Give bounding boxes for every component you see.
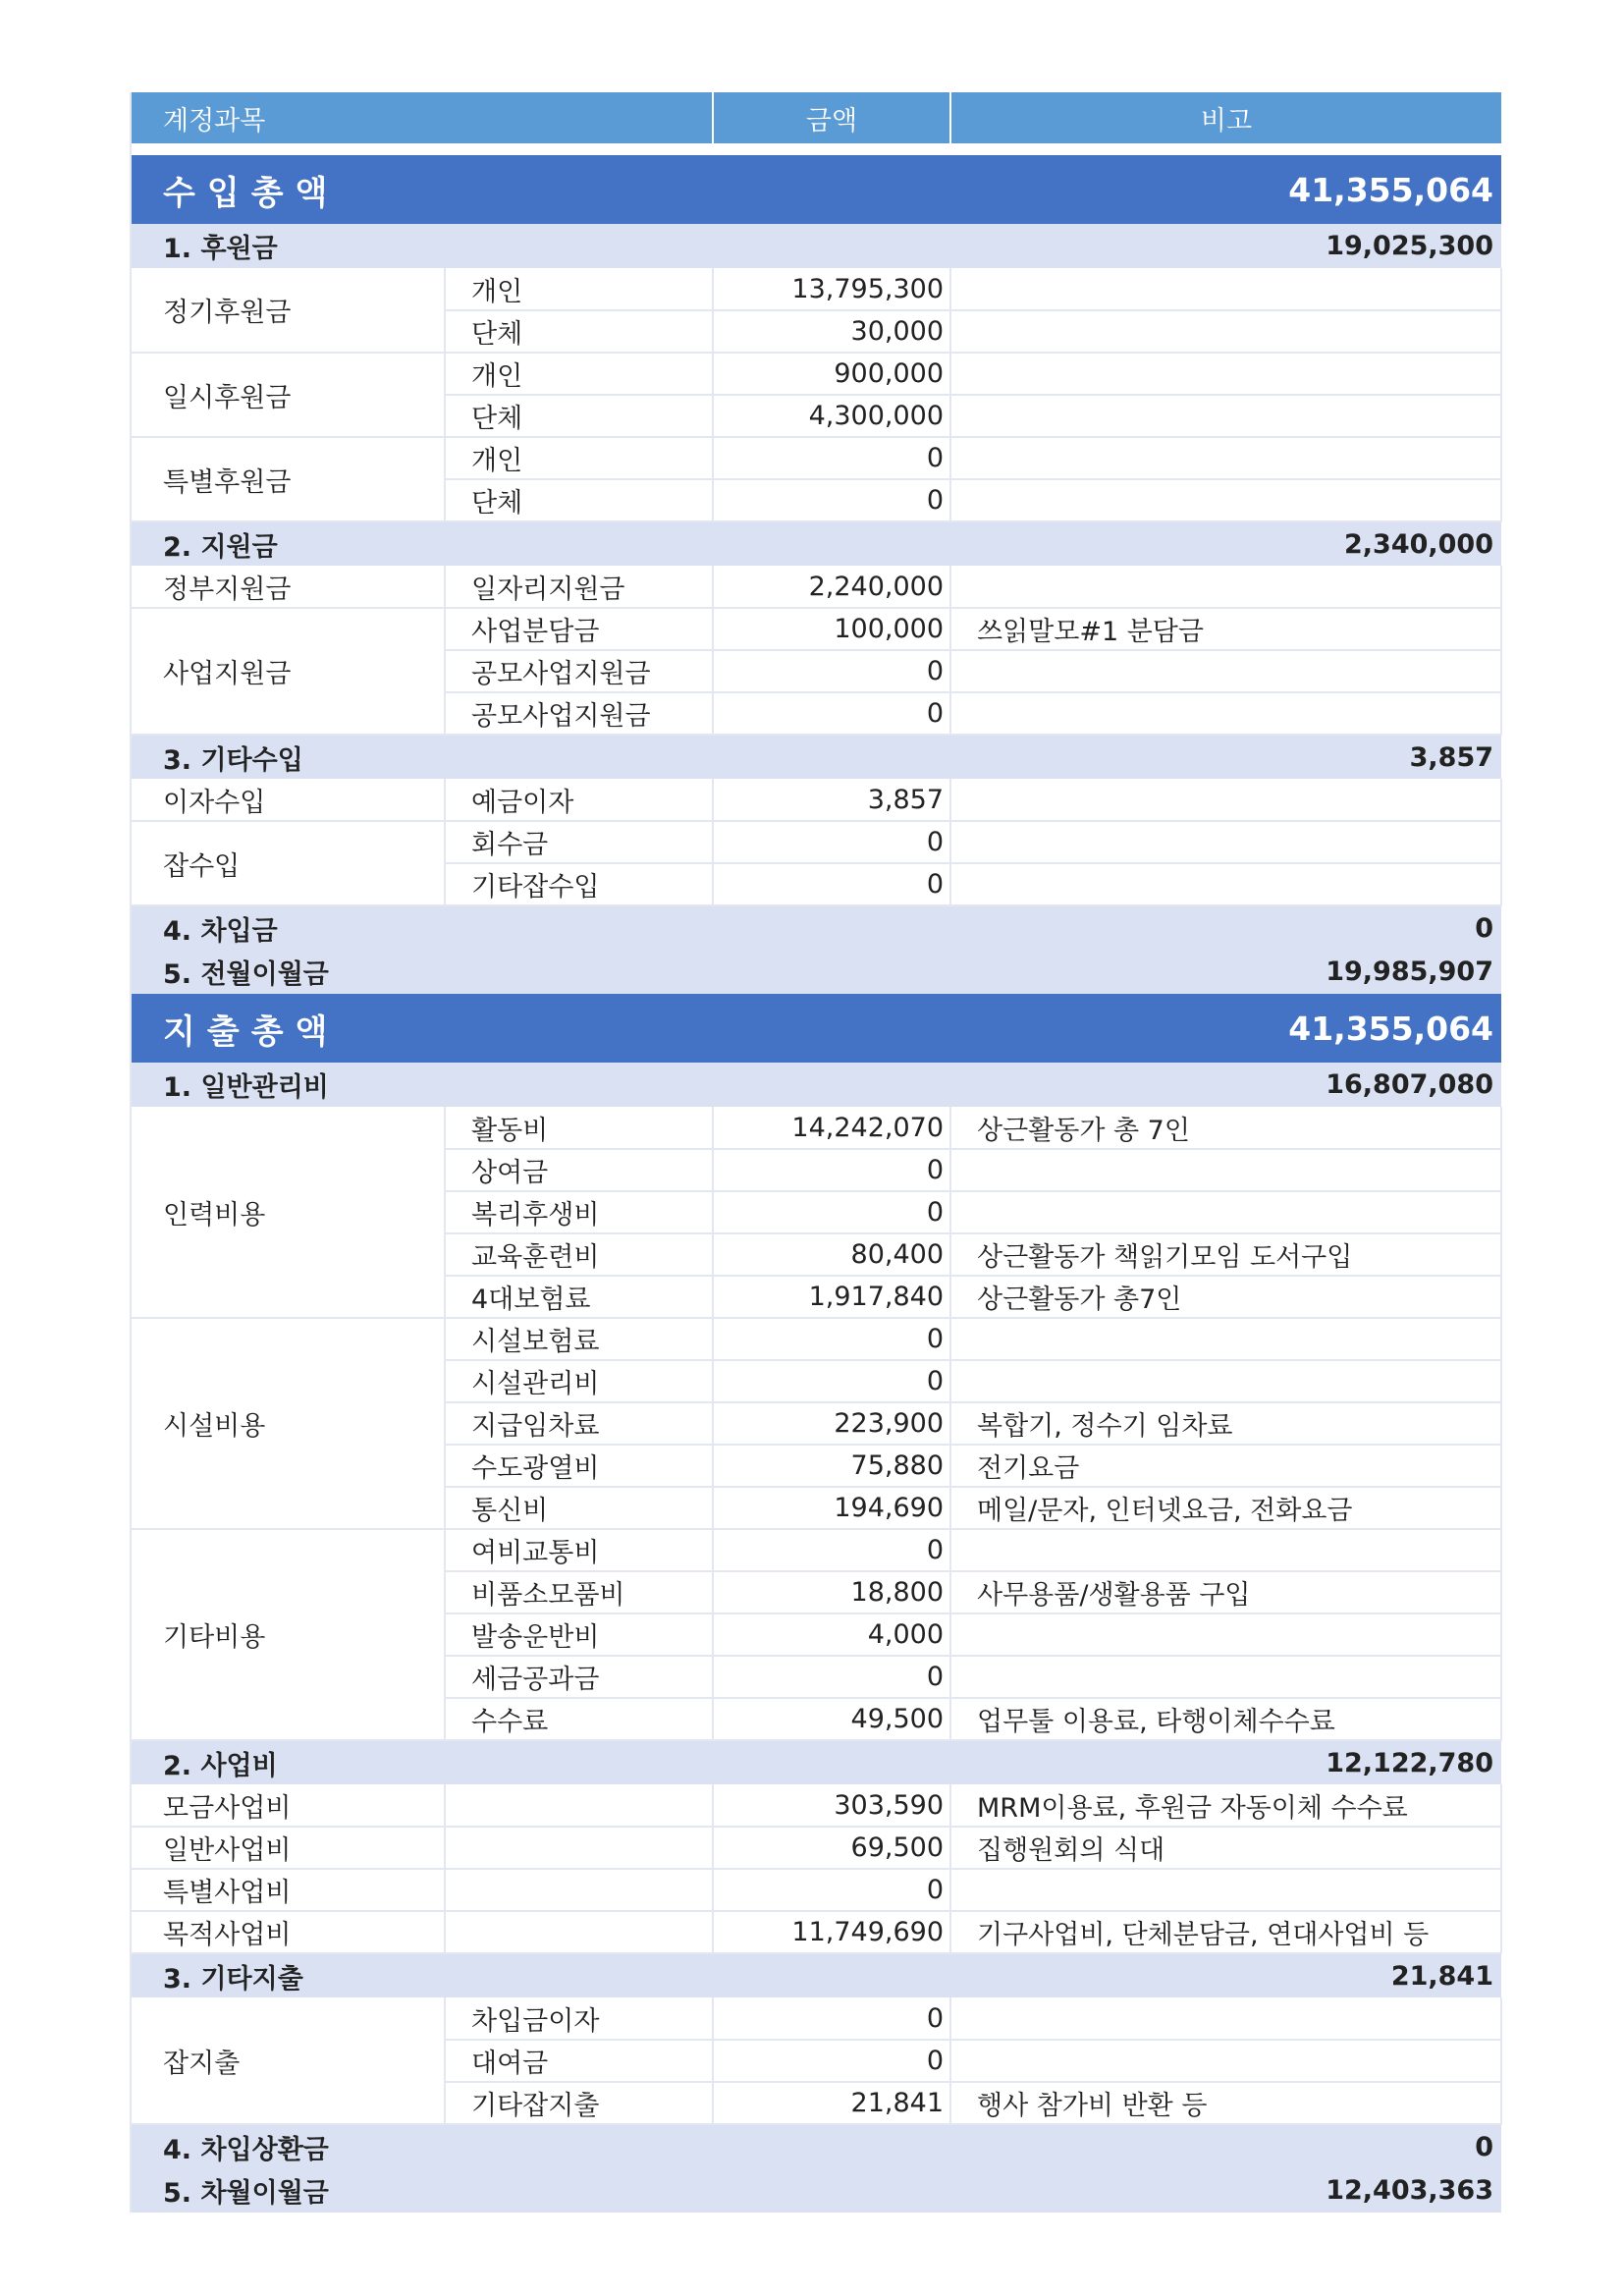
amount-value: 223,900 [713, 1402, 950, 1445]
category-label: 모금사업비 [131, 1784, 445, 1827]
income-total-row [131, 155, 1501, 224]
amount-value: 194,690 [713, 1487, 950, 1529]
amount-value: 0 [713, 1997, 950, 2040]
subcategory-label: 일자리지원금 [445, 566, 713, 608]
note-text [950, 1318, 1501, 1360]
section-title: 5. 전월이월금 [131, 950, 713, 994]
note-text: 상근활동가 책읽기모임 도서구입 [950, 1233, 1501, 1276]
table-row [131, 268, 1501, 310]
amount-value: 0 [713, 1869, 950, 1911]
note-text [950, 310, 1501, 353]
subcategory-label: 비품소모품비 [445, 1571, 713, 1613]
section-title: 4. 차입금 [131, 905, 713, 950]
table-row [131, 566, 1501, 608]
amount-value: 4,300,000 [713, 395, 950, 437]
amount-value: 18,800 [713, 1571, 950, 1613]
note-text [950, 353, 1501, 395]
subcategory-label: 수수료 [445, 1698, 713, 1740]
subcategory-label: 상여금 [445, 1149, 713, 1191]
note-text [950, 1360, 1501, 1402]
subcategory-label: 개인 [445, 437, 713, 479]
table-row [131, 608, 1501, 650]
section-amount: 0 [713, 905, 1501, 950]
amount-value: 2,240,000 [713, 566, 950, 608]
category-label: 인력비용 [131, 1107, 445, 1318]
subcategory-label: 회수금 [445, 821, 713, 863]
subcategory-label: 기타잡수입 [445, 863, 713, 905]
subcategory-label: 발송운반비 [445, 1613, 713, 1656]
category-label: 정기후원금 [131, 268, 445, 353]
note-text: 상근활동가 총7인 [950, 1276, 1501, 1318]
section-title: 2. 사업비 [131, 1740, 713, 1784]
note-text: 집행원회의 식대 [950, 1827, 1501, 1869]
category-label: 잡지출 [131, 1997, 445, 2124]
section-title: 3. 기타지출 [131, 1953, 713, 1997]
note-text [950, 863, 1501, 905]
section-row [131, 1953, 1501, 1997]
subcategory-label: 공모사업지원금 [445, 650, 713, 692]
section-title: 4. 차입상환금 [131, 2124, 713, 2168]
amount-value: 69,500 [713, 1827, 950, 1869]
amount-value: 80,400 [713, 1233, 950, 1276]
table-row [131, 1529, 1501, 1571]
amount-value: 0 [713, 650, 950, 692]
table-row [131, 1911, 1501, 1953]
note-text: 메일/문자, 인터넷요금, 전화요금 [950, 1487, 1501, 1529]
note-text [950, 1149, 1501, 1191]
section-title: 2. 지원금 [131, 521, 713, 566]
expense-total-label: 지출총액 [131, 994, 713, 1063]
section-row [131, 735, 1501, 779]
subcategory-label: 통신비 [445, 1487, 713, 1529]
subcategory-label: 4대보험료 [445, 1276, 713, 1318]
amount-value: 21,841 [713, 2082, 950, 2124]
section-row [131, 950, 1501, 994]
subcategory-label [445, 1784, 713, 1827]
note-text [950, 1997, 1501, 2040]
note-text: 행사 참가비 반환 등 [950, 2082, 1501, 2124]
section-amount: 12,122,780 [713, 1740, 1501, 1784]
category-label: 일시후원금 [131, 353, 445, 437]
table-row [131, 1869, 1501, 1911]
table-row [131, 1318, 1501, 1360]
subcategory-label: 복리후생비 [445, 1191, 713, 1233]
note-text [950, 437, 1501, 479]
section-amount: 12,403,363 [713, 2168, 1501, 2213]
subcategory-label: 공모사업지원금 [445, 692, 713, 735]
note-text: 전기요금 [950, 1445, 1501, 1487]
section-row [131, 521, 1501, 566]
amount-value: 0 [713, 2040, 950, 2082]
amount-value: 303,590 [713, 1784, 950, 1827]
table-row [131, 353, 1501, 395]
section-title: 1. 일반관리비 [131, 1063, 713, 1107]
amount-value: 900,000 [713, 353, 950, 395]
amount-value: 0 [713, 479, 950, 521]
section-row [131, 1063, 1501, 1107]
note-text [950, 268, 1501, 310]
section-title: 3. 기타수입 [131, 735, 713, 779]
table-row [131, 1107, 1501, 1149]
note-text [950, 650, 1501, 692]
note-text [950, 395, 1501, 437]
table-row [131, 1784, 1501, 1827]
section-amount: 0 [713, 2124, 1501, 2168]
budget-table [130, 92, 1502, 2213]
subcategory-label: 차입금이자 [445, 1997, 713, 2040]
header-row [131, 92, 1501, 143]
amount-value: 30,000 [713, 310, 950, 353]
section-title: 1. 후원금 [131, 224, 713, 268]
note-text [950, 2040, 1501, 2082]
amount-value: 14,242,070 [713, 1107, 950, 1149]
note-text [950, 1613, 1501, 1656]
section-title: 5. 차월이월금 [131, 2168, 713, 2213]
table-row [131, 437, 1501, 479]
note-text: 사무용품/생활용품 구입 [950, 1571, 1501, 1613]
category-label: 특별후원금 [131, 437, 445, 521]
section-row [131, 1740, 1501, 1784]
subcategory-label [445, 1869, 713, 1911]
amount-value: 0 [713, 1360, 950, 1402]
amount-value: 11,749,690 [713, 1911, 950, 1953]
section-amount: 16,807,080 [713, 1063, 1501, 1107]
header-account: 계정과목 [131, 92, 713, 143]
income-total-label: 수입총액 [131, 155, 713, 224]
table-row [131, 779, 1501, 821]
amount-value: 0 [713, 821, 950, 863]
subcategory-label: 기타잡지출 [445, 2082, 713, 2124]
section-amount: 3,857 [713, 735, 1501, 779]
note-text [950, 1869, 1501, 1911]
subcategory-label: 개인 [445, 268, 713, 310]
subcategory-label: 수도광열비 [445, 1445, 713, 1487]
note-text [950, 479, 1501, 521]
note-text [950, 1656, 1501, 1698]
note-text [950, 779, 1501, 821]
subcategory-label [445, 1911, 713, 1953]
category-label: 특별사업비 [131, 1869, 445, 1911]
amount-value: 13,795,300 [713, 268, 950, 310]
note-text: 복합기, 정수기 임차료 [950, 1402, 1501, 1445]
category-label: 사업지원금 [131, 608, 445, 735]
category-label: 잡수입 [131, 821, 445, 905]
section-amount: 2,340,000 [713, 521, 1501, 566]
note-text: MRM이용료, 후원금 자동이체 수수료 [950, 1784, 1501, 1827]
header-amount: 금액 [713, 92, 950, 143]
amount-value: 100,000 [713, 608, 950, 650]
section-row [131, 905, 1501, 950]
subcategory-label: 여비교통비 [445, 1529, 713, 1571]
note-text [950, 1191, 1501, 1233]
section-row [131, 224, 1501, 268]
subcategory-label: 대여금 [445, 2040, 713, 2082]
amount-value: 0 [713, 863, 950, 905]
subcategory-label: 시설보험료 [445, 1318, 713, 1360]
budget-sheet [130, 92, 1500, 2213]
table-row [131, 821, 1501, 863]
category-label: 정부지원금 [131, 566, 445, 608]
subcategory-label: 단체 [445, 310, 713, 353]
amount-value: 0 [713, 1656, 950, 1698]
subcategory-label: 활동비 [445, 1107, 713, 1149]
subcategory-label: 예금이자 [445, 779, 713, 821]
expense-total-amount: 41,355,064 [713, 994, 1501, 1063]
amount-value: 0 [713, 1529, 950, 1571]
category-label: 일반사업비 [131, 1827, 445, 1869]
income-total-amount: 41,355,064 [713, 155, 1501, 224]
subcategory-label: 사업분담금 [445, 608, 713, 650]
subcategory-label [445, 1827, 713, 1869]
table-row [131, 1997, 1501, 2040]
note-text: 상근활동가 총 7인 [950, 1107, 1501, 1149]
expense-total-row [131, 994, 1501, 1063]
category-label: 목적사업비 [131, 1911, 445, 1953]
subcategory-label: 세금공과금 [445, 1656, 713, 1698]
note-text [950, 1529, 1501, 1571]
section-amount: 19,985,907 [713, 950, 1501, 994]
amount-value: 0 [713, 1149, 950, 1191]
section-row [131, 2124, 1501, 2168]
section-row [131, 2168, 1501, 2213]
amount-value: 0 [713, 1318, 950, 1360]
note-text: 기구사업비, 단체분담금, 연대사업비 등 [950, 1911, 1501, 1953]
amount-value: 0 [713, 1191, 950, 1233]
amount-value: 75,880 [713, 1445, 950, 1487]
header-note: 비고 [950, 92, 1501, 143]
note-text [950, 566, 1501, 608]
amount-value: 1,917,840 [713, 1276, 950, 1318]
category-label: 이자수입 [131, 779, 445, 821]
note-text: 쓰읽말모#1 분담금 [950, 608, 1501, 650]
subcategory-label: 교육훈련비 [445, 1233, 713, 1276]
amount-value: 3,857 [713, 779, 950, 821]
amount-value: 0 [713, 692, 950, 735]
header-spacer [131, 143, 1501, 155]
section-amount: 21,841 [713, 1953, 1501, 1997]
table-row [131, 1827, 1501, 1869]
section-amount: 19,025,300 [713, 224, 1501, 268]
amount-value: 0 [713, 437, 950, 479]
subcategory-label: 개인 [445, 353, 713, 395]
subcategory-label: 단체 [445, 479, 713, 521]
amount-value: 4,000 [713, 1613, 950, 1656]
category-label: 기타비용 [131, 1529, 445, 1740]
category-label: 시설비용 [131, 1318, 445, 1529]
note-text [950, 821, 1501, 863]
note-text [950, 692, 1501, 735]
subcategory-label: 단체 [445, 395, 713, 437]
amount-value: 49,500 [713, 1698, 950, 1740]
subcategory-label: 지급임차료 [445, 1402, 713, 1445]
subcategory-label: 시설관리비 [445, 1360, 713, 1402]
note-text: 업무툴 이용료, 타행이체수수료 [950, 1698, 1501, 1740]
